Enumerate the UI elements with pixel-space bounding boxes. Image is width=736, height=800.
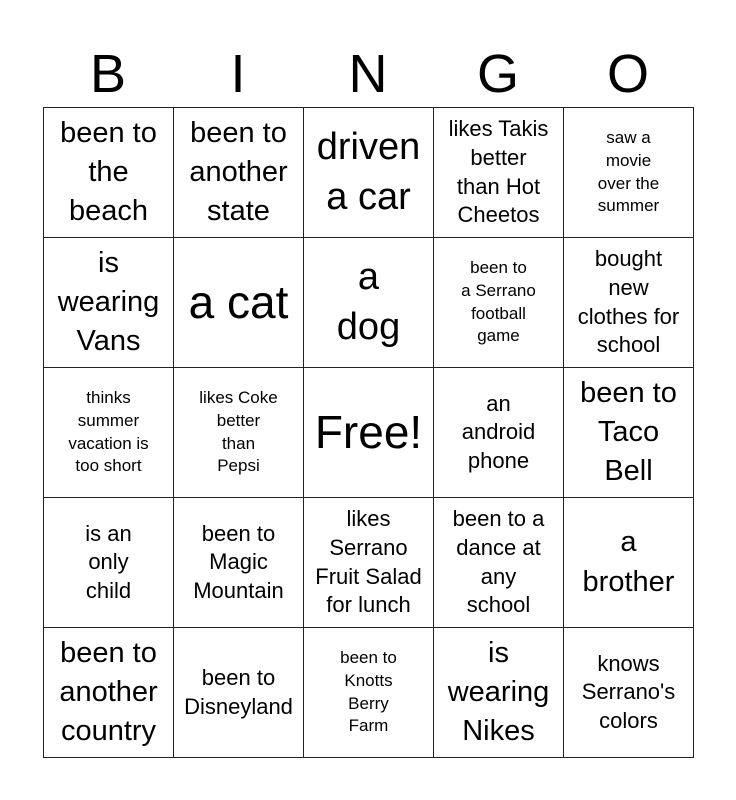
bingo-board [43,107,694,758]
bingo-cell[interactable]: been to Knotts Berry Farm [304,628,434,758]
bingo-cell[interactable]: is wearing Nikes [434,628,564,758]
bingo-cell[interactable]: thinks summer vacation is too short [44,368,174,498]
bingo-cell[interactable]: been to Magic Mountain [174,498,304,628]
bingo-header [43,40,693,108]
header-letter-n: N [348,44,388,104]
bingo-cell[interactable]: knows Serrano's colors [564,628,694,758]
bingo-cell[interactable]: been to a Serrano football game [434,238,564,368]
bingo-cell[interactable]: driven a car [304,108,434,238]
bingo-cell[interactable]: an android phone [434,368,564,498]
header-letter-g: G [476,44,519,104]
header-letter-o: O [606,44,649,104]
bingo-cell[interactable]: saw a movie over the summer [564,108,694,238]
bingo-cell[interactable]: likes Coke better than Pepsi [174,368,304,498]
bingo-cell[interactable]: bought new clothes for school [564,238,694,368]
bingo-cell[interactable]: Free! [304,368,434,498]
bingo-cell[interactable]: been to another state [174,108,304,238]
bingo-cell[interactable]: likes Takis better than Hot Cheetos [434,108,564,238]
bingo-cell[interactable]: been to the beach [44,108,174,238]
bingo-cell[interactable]: a brother [564,498,694,628]
bingo-cell[interactable]: is wearing Vans [44,238,174,368]
bingo-cell[interactable]: a cat [174,238,304,368]
bingo-cell[interactable]: likes Serrano Fruit Salad for lunch [304,498,434,628]
bingo-cell[interactable]: been to Disneyland [174,628,304,758]
bingo-cell[interactable]: is an only child [44,498,174,628]
bingo-cell[interactable]: been to Taco Bell [564,368,694,498]
header-letter-i: I [230,44,246,104]
bingo-cell[interactable]: been to a dance at any school [434,498,564,628]
bingo-cell[interactable]: been to another country [44,628,174,758]
bingo-cell[interactable]: a dog [304,238,434,368]
header-letter-b: B [89,44,127,104]
